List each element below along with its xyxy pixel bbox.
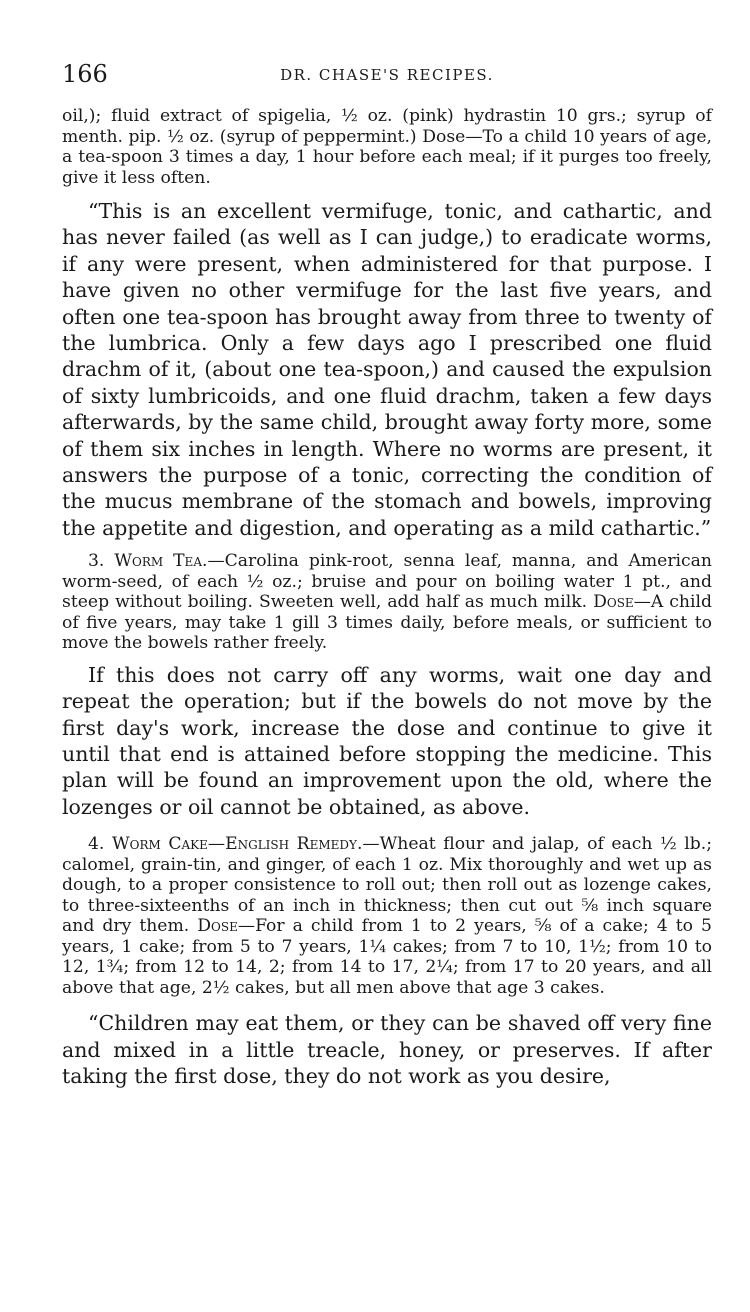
dose-label: Dose bbox=[197, 916, 238, 937]
recipe-body: —Wheat flour and jalap, of each ½ lb.; calomel, grain-tin, and ginger, of each 1 oz. Mix thoroughly and wet up as dough, to a proper consistence to roll out; then roll out as lozenge cakes, to three-sixteenths of an inch in thickness; then cut out ⅝ inch square and dry them. bbox=[62, 834, 712, 937]
recipe-title: Worm Tea. bbox=[114, 551, 208, 572]
book-page bbox=[62, 56, 712, 1089]
instruction-paragraph: If this does not carry off any worms, wait one day and repeat the operation; but if the bowels do not move by the first day's work, increase the dose and continue to give it until that end is attained before stopping the medicine. This plan will be found an improvement upon the old, where the lozenges or oil cannot be obtained, as above. bbox=[62, 662, 712, 819]
recipe-body: —Carolina pink-root, senna leaf, manna, and American worm-seed, of each ½ oz.; bruise and pour on boiling water 1 pt., and steep without boiling. Sweeten well, add half as much milk. bbox=[62, 551, 712, 613]
recipe-worm-tea bbox=[62, 551, 712, 654]
dose-label: Dose bbox=[593, 592, 634, 613]
recipe-worm-cake bbox=[62, 834, 712, 998]
recipe-number: 3. bbox=[88, 551, 105, 572]
dose-text: —A child of five years, may take 1 gill 3 times daily, before meals, or sufficient to move the bowels rather freely. bbox=[62, 592, 712, 654]
page-number: 166 bbox=[62, 60, 108, 88]
page-header bbox=[62, 56, 712, 96]
recipe-continuation-paragraph: oil,); fluid extract of spigelia, ½ oz. (pink) hydrastin 10 grs.; syrup of menth. pip. ½ oz. (syrup of peppermint.) Dose—To a child 10 years of age, a tea-spoon 3 times a day, 1 hour before each meal; if it purges too freely, give it less often. bbox=[62, 106, 712, 188]
quote-paragraph: “Children may eat them, or they can be shaved off very fine and mixed in a little treacle, honey, or preserves. If after taking the first dose, they do not work as you desire, bbox=[62, 1011, 712, 1089]
running-head: DR. CHASE'S RECIPES. bbox=[280, 66, 494, 84]
recipe-number: 4. bbox=[88, 834, 105, 855]
testimonial-paragraph: “This is an excellent vermifuge, tonic, and cathartic, and has never failed (as well as I can judge,) to eradicate worms, if any were present, when administered for that purpose. I have given no other vermifuge for the last five years, and often one tea-spoon has brought away from three to twenty of the lumbrica. Only a few days ago I prescribed one fluid drachm of it, (about one tea-spoon,) and caused the expulsion of sixty lumbricoids, and one fluid drachm, taken a few days afterwards, by the same child, brought away forty more, some of them six inches in length. Where no worms are present, it answers the purpose of a tonic, correcting the condition of the mucus membrane of the stomach and bowels, improving the appetite and digestion, and operating as a mild cathartic.” bbox=[62, 199, 712, 540]
dose-text: —For a child from 1 to 2 years, ⅝ of a cake; 4 to 5 years, 1 cake; from 5 to 7 years, 1¼ cakes; from 7 to 10, 1½; from 10 to 12, 1¾; from 12 to 14, 2; from 14 to 17, 2¼; from 17 to 20 years, and all above that age, 2½ cakes, but all men above that age 3 cakes. bbox=[62, 916, 712, 998]
recipe-title: Worm Cake—English Remedy. bbox=[111, 834, 363, 855]
